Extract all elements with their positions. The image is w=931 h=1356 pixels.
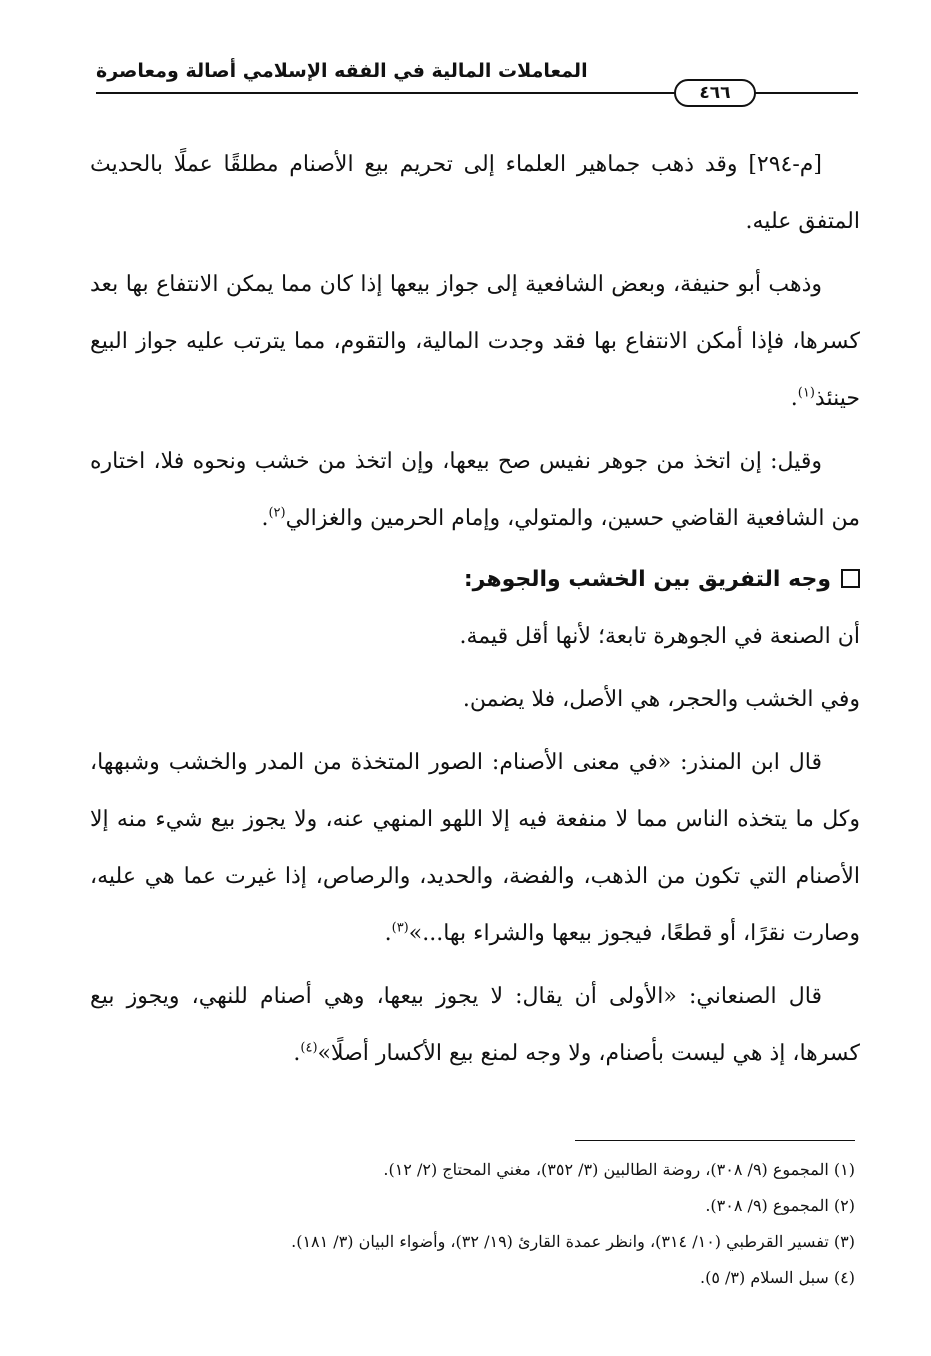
paragraph-text: وذهب أبو حنيفة، وبعض الشافعية إلى جواز بيعها إذا كان مما يمكن الانتفاع بها بعد كسرها، فإذا أمكن الانتفاع بها فقد وجدت المالية، والتقوم، مما يترتب عليه جواز البيع حينئذ bbox=[90, 272, 860, 411]
paragraph bbox=[90, 608, 860, 665]
page-number: ٤٦٦ bbox=[674, 79, 756, 107]
page-header bbox=[96, 58, 858, 114]
footnote-ref: (٢) bbox=[268, 505, 286, 521]
paragraph bbox=[90, 136, 860, 250]
section-heading bbox=[90, 551, 860, 608]
paragraph-text: قال الصنعاني: «الأولى أن يقال: لا يجوز بيعها، وهي أصنام للنهي، ويجوز بيع كسرها، إذ هي ليست بأصنام، ولا وجه لمنع بيع الأكسار أصلًا» bbox=[90, 984, 860, 1066]
main-text bbox=[90, 136, 860, 1082]
paragraph-text: وفي الخشب والحجر، هي الأصل، فلا يضمن. bbox=[462, 687, 860, 712]
paragraph bbox=[90, 256, 860, 427]
paragraph-end: . bbox=[293, 1041, 301, 1066]
paragraph bbox=[90, 671, 860, 728]
checkbox-icon bbox=[841, 569, 860, 588]
paragraph-end: . bbox=[261, 506, 269, 531]
paragraph-text: أن الصنعة في الجوهرة تابعة؛ لأنها أقل قيمة. bbox=[459, 624, 860, 649]
footnote: (١) المجموع (٩/ ٣٠٨)، روضة الطالبين (٣/ ٣٥٢)، مغني المحتاج (٢/ ١٢). bbox=[383, 1160, 855, 1179]
paragraph-text: [م-٢٩٤] وقد ذهب جماهير العلماء إلى تحريم بيع الأصنام مطلقًا عملًا بالحديث المتفق عليه. bbox=[90, 152, 860, 234]
footnote-ref: (١) bbox=[797, 385, 815, 401]
paragraph-text: وقيل: إن اتخذ من جوهر نفيس صح بيعها، وإن اتخذ من خشب ونحوه فلا، اختاره من الشافعية القاضي حسين، والمتولي، وإمام الحرمين والغزالي bbox=[90, 449, 860, 531]
paragraph-end: . bbox=[384, 921, 392, 946]
paragraph bbox=[90, 433, 860, 547]
footnote: (٣) تفسير القرطبي (١٠/ ٣١٤)، وانظر عمدة القارئ (١٩/ ٣٢)، وأضواء البيان (٣/ ١٨١). bbox=[291, 1232, 855, 1251]
footnote-ref: (٤) bbox=[300, 1040, 318, 1056]
paragraph-text: قال ابن المنذر: «في معنى الأصنام: الصور المتخذة من المدر والخشب وشبهها، وكل ما يتخذه الناس مما لا منفعة فيه إلا اللهو المنهي عنه، ولا يجوز بيع شيء منه إلا الأصنام التي تكون من الذهب، والفضة، والحديد، والرصاص، إذا غيرت عما هي عليه، وصارت نقرًا، أو قطعًا، فيجوز بيعها والشراء بها...» bbox=[90, 750, 860, 946]
footnote: (٤) سبل السلام (٣/ ٥). bbox=[700, 1268, 855, 1287]
paragraph bbox=[90, 968, 860, 1082]
footnote-rule bbox=[575, 1140, 855, 1141]
paragraph-end: . bbox=[790, 386, 798, 411]
running-title: المعاملات المالية في الفقه الإسلامي أصالة ومعاصرة bbox=[96, 60, 588, 82]
footnotes bbox=[75, 1152, 855, 1296]
section-heading-text: وجه التفريق بين الخشب والجوهر: bbox=[463, 567, 831, 592]
footnote: (٢) المجموع (٩/ ٣٠٨). bbox=[705, 1196, 855, 1215]
paragraph bbox=[90, 734, 860, 962]
footnote-ref: (٣) bbox=[391, 920, 409, 936]
